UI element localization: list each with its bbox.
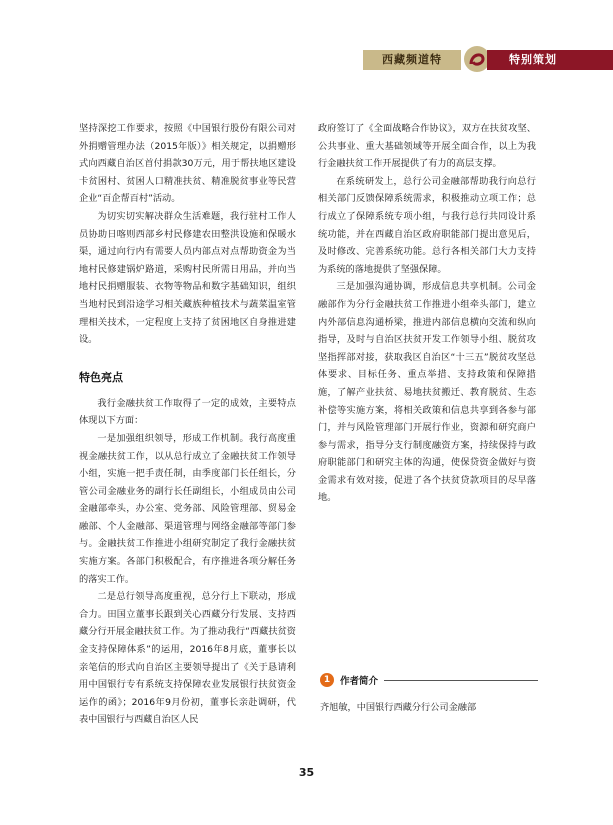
- header-left-text: 西藏频道特: [382, 53, 442, 66]
- page-number: 35: [298, 766, 315, 779]
- author-heading: [320, 671, 538, 689]
- header-section-label: [487, 50, 613, 70]
- paragraph: 政府签订了《全面战略合作协议》，双方在扶贫攻坚、公共事业、重大基础领域等开展全面合作，以上为我行金融扶贫工作开展提供了有力的高层支撑。: [318, 123, 536, 170]
- paragraph: 为切实切实解决群众生活难题，我行驻村工作人员协助日喀则西部乡村民修建农田整洪设施和保暖水渠，通过向行内有需要人员内部点对点帮助资金为当地村民修建锅炉路道，采购村民所需日用品，并向当地村民捐赠服装、衣物等物品和数字基础知识，组织当地村民到沿途学习相关藏族种植技术与蔬菜温室管理相关技术，一定程度上支持了贫困地区自身推进建设。: [79, 210, 296, 346]
- left-column: [79, 120, 296, 729]
- page-header: [363, 44, 613, 74]
- author-name-line: 齐旭敏，中国银行西藏分行公司金融部: [320, 702, 477, 713]
- paragraph: 二是总行领导高度重视，总分行上下联动，形成合力。田国立董事长跟到关心西藏分行发展、支持西藏分行开展金融扶贫工作。为了推动我行“西藏扶贫资金支持保障体系”的运用，2016年8月底，董事长以亲笔信的形式向自治区主要领导提出了《关于恳请利用中国银行专有系统支持保障农业发展银行扶贫资金运作的函》；2016年9月份初，董事长亲赴调研，代表中国银行与西藏自治区人民: [79, 591, 296, 726]
- author-bio: [320, 671, 538, 713]
- header-column-label: [363, 50, 461, 70]
- paragraph: 在系统研发上，总行公司金融部帮助我行向总行相关部门反馈保障系统需求，积极推动立项工作；总行成立了保障系统专项小组，与我行总行共同设计系统功能，并在西藏自治区政府职能部门提出意见后，及时修改、完善系统功能。总行各相关部门大力支持为系统的落地提供了坚强保障。: [318, 175, 536, 275]
- paragraph: 三是加强沟通协调，形成信息共享机制。公司金融部作为分行金融扶贫工作推进小组牵头部门，建立内外部信息沟通桥梁，推进内部信息横向交流和纵向指导，及时与自治区扶贫开发工作领导小组、脱贫攻坚指挥部对接，获取我区自治区“十三五”脱贫攻坚总体要求、目标任务、重点举措、支持政策和保障措施，了解产业扶贫、易地扶贫搬迁、教育脱贫、生态补偿等实施方案，将相关政策和信息共享到各参与部门，并与风险管理部门开展行作业，资源和研究商户参与需求，指导分支行制度融资方案，持续保持与政府职能部门和研究主体的沟通，使保贷资金做好与资金需求有效对接，促进了各个扶贫贷款项目的尽早落地。: [318, 281, 536, 504]
- header-right-text: 特别策划: [509, 53, 557, 66]
- section-title: 特色亮点: [79, 370, 123, 384]
- author-label: 作者简介: [340, 676, 379, 687]
- paragraph: 坚持深挖工作要求，按照《中国银行股份有限公司对外捐赠管理办法（2015年版）》相关规定，以捐赠形式向西藏自治区首付捐款30万元，用于帮扶地区建设卡贫困村、贫困人口精准扶贫、精准脱贫事业等民营企业“百企帮百村”活动。: [79, 123, 296, 205]
- right-column: [318, 120, 536, 507]
- author-badge-icon: 1: [320, 673, 334, 687]
- paragraph: 一是加强组织领导，形成工作机制。我行高度重视金融扶贫工作，以从总行成立了金融扶贫工作领导小组，实施一把手责任制，由季度部门长任组长，分管公司金融业务的副行长任副组长，小组成员由公司金融部牵头，办公室、党务部、风险管理部、贸易金融部、个人金融部、渠道管理与网络金融部等部门参与。金融扶贫工作推进小组研究制定了我行金融扶贫实施方案。各部门积极配合，有序推进各项分解任务的落实工作。: [79, 432, 296, 585]
- divider: [384, 680, 538, 681]
- paragraph: 我行金融扶贫工作取得了一定的成效，主要特点体现以下方面：: [79, 397, 296, 427]
